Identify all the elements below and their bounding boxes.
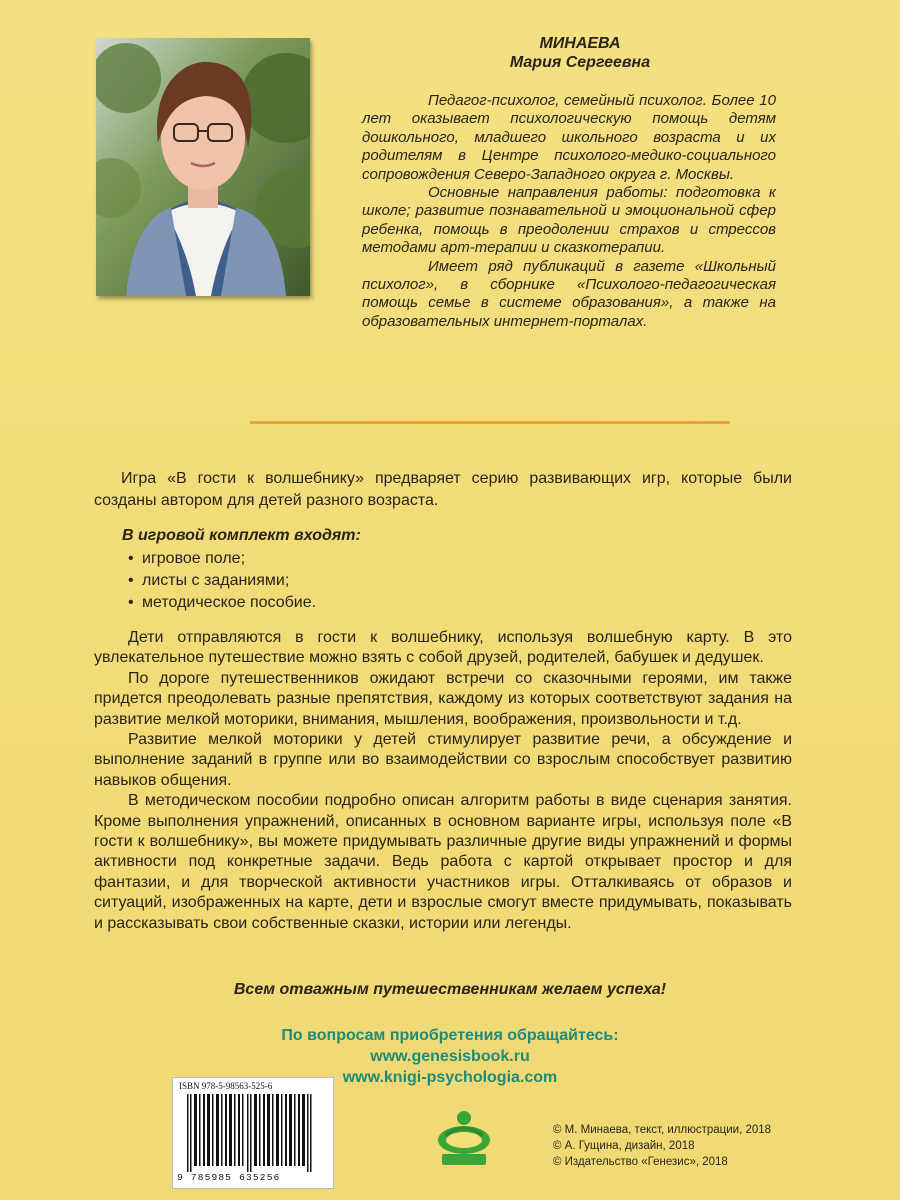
body-paragraph: Развитие мелкой моторики у детей стимулирует развитие речи, а обсуждение и выполнение заданий в группе или во взаимодействии со взрослым способствует развитию навыков общения. xyxy=(94,731,792,789)
body-paragraph: Дети отправляются в гости к волшебнику, используя волшебную карту. В это увлекательное путешествие можно взять с собой друзей, родителей, бабушек и дедушек. xyxy=(94,629,792,667)
website-link[interactable]: www.knigi-psychologia.com xyxy=(342,1069,558,1086)
author-bio xyxy=(362,92,776,331)
contacts-heading: По вопросам приобретения обращайтесь: xyxy=(281,1027,619,1044)
copyright-line: © Издательство «Генезис», 2018 xyxy=(553,1156,728,1168)
list-item-label: методическое пособие. xyxy=(142,594,317,611)
bio-paragraph: Имеет ряд публикаций в газете «Школьный психолог», в сборнике «Психолого-педагогическая помощь семье в системе образования», а также на образовательных интернет-порталах. xyxy=(362,257,776,330)
copyright-block xyxy=(553,1122,803,1170)
bio-paragraph: Педагог-психолог, семейный психолог. Более 10 лет оказывает психологическую помощь детям дошкольного, младшего школьного возраста и их родителям в Центре психолого-медико-социального сопровождения Северо-Западного округа г. Москвы. xyxy=(362,92,776,183)
bullet-icon: • xyxy=(128,550,134,567)
bullet-icon: • xyxy=(128,594,134,611)
isbn-barcode xyxy=(172,1077,334,1189)
kit-heading: В игровой комплект входят: xyxy=(122,527,361,544)
genesis-logo xyxy=(434,1108,494,1166)
author-name xyxy=(380,34,780,72)
list-item xyxy=(128,592,316,614)
list-item xyxy=(128,548,316,570)
bullet-icon: • xyxy=(128,572,134,589)
author-given-names: Мария Сергеевна xyxy=(509,54,651,71)
author-photo xyxy=(96,38,310,296)
bio-paragraph: Основные направления работы: подготовка к школе; развитие познавательной и эмоциональной сфер ребенка, помощь в преодолении страхов и стрессов методами арт-терапии и сказкотерапии. xyxy=(362,184,776,257)
list-item xyxy=(128,570,316,592)
barcode-digits: 9 785985 635256 xyxy=(177,1172,281,1183)
website-link[interactable]: www.genesisbook.ru xyxy=(370,1048,530,1065)
copyright-line: © А. Гущина, дизайн, 2018 xyxy=(553,1140,695,1152)
isbn-label: ISBN 978-5-98563-525-6 xyxy=(179,1081,273,1091)
description-text xyxy=(94,628,792,934)
body-paragraph: В методическом пособии подробно описан алгоритм работы в виде сценария занятия. Кроме выполнения упражнений, описанных в основном варианте игры, используя поле «В гости к волшебнику», вы можете придумывать различные другие виды упражнений и формы активности под конкретные задачи. Ведь работа с картой открывает простор и для фантазии, и для творческой активности участников игры. Отталкиваясь от образов и ситуаций, изображенных на карте, дети и взрослые смогут вместе придумывать, показывать и рассказывать свои собственные сказки, истории или легенды. xyxy=(94,792,792,932)
barcode-bars xyxy=(181,1094,325,1172)
list-item-label: игровое поле; xyxy=(142,550,246,567)
list-item-label: листы с заданиями; xyxy=(142,572,290,589)
kit-list xyxy=(128,548,316,614)
divider-line xyxy=(250,421,730,424)
copyright-line: © М. Минаева, текст, иллюстрации, 2018 xyxy=(553,1124,772,1136)
author-surname: МИНАЕВА xyxy=(539,35,621,52)
intro-paragraph: Игра «В гости к волшебнику» предваряет серию развивающих игр, которые были созданы автором для детей разного возраста. xyxy=(94,470,792,509)
body-paragraph: По дороге путешественников ожидают встречи со сказочными героями, им также придется преодолевать разные препятствия, каждому из которых соответствуют задания на развитие мелкой моторики, внимания, мышления, воображения, произвольности и т.д. xyxy=(94,669,792,728)
closing-wish: Всем отважным путешественникам желаем успеха! xyxy=(233,981,667,998)
